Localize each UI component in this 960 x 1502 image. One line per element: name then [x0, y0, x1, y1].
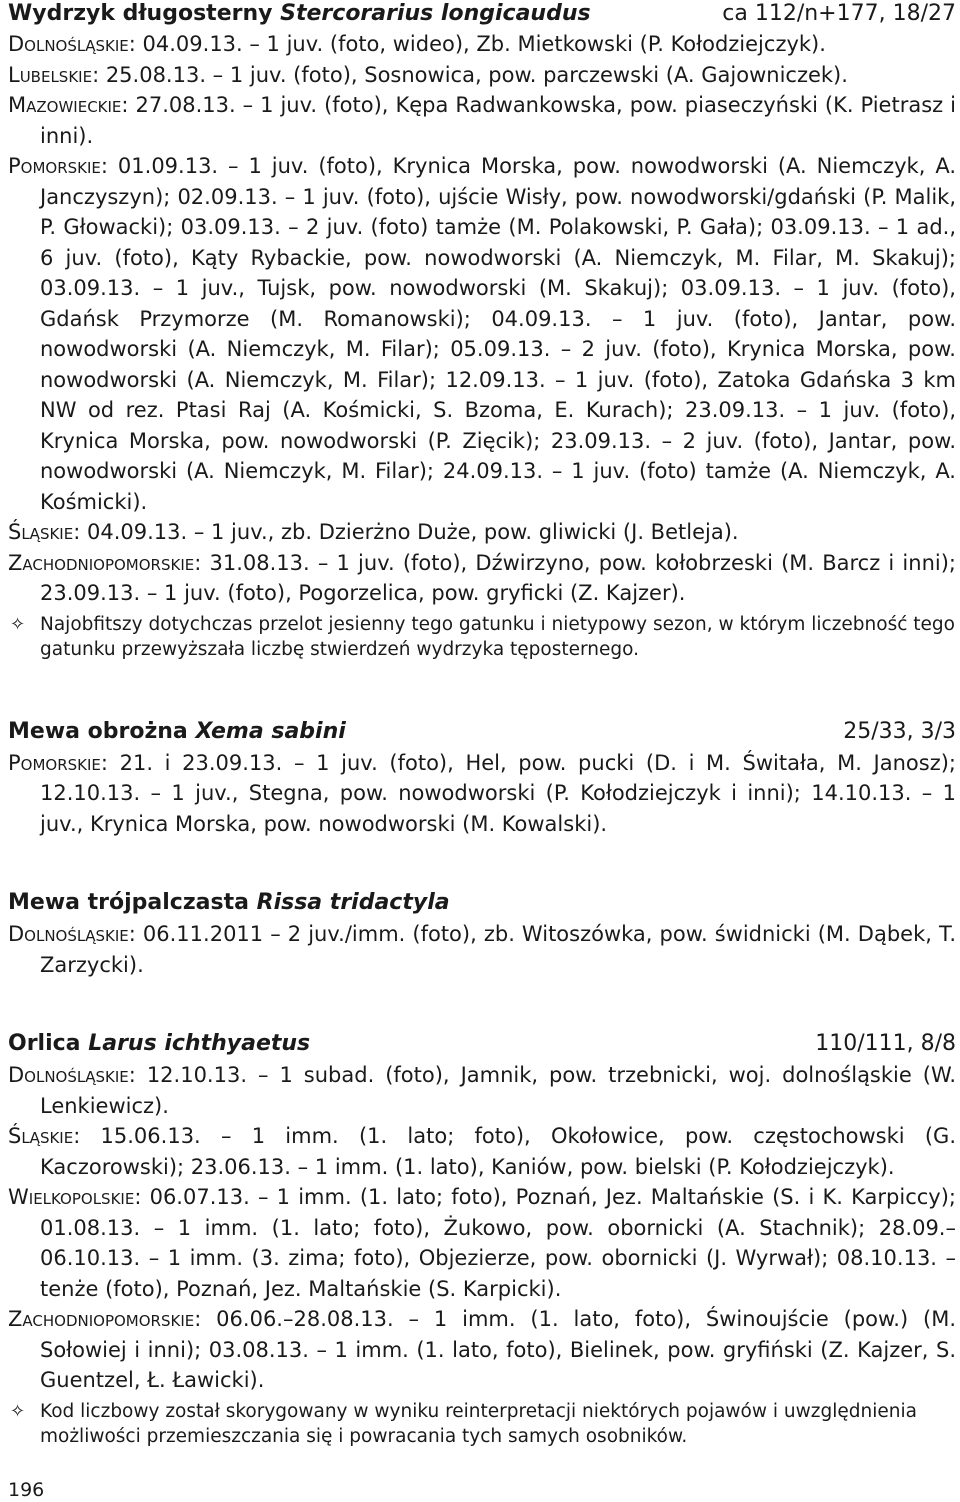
record-entry [8, 60, 956, 91]
section-spacer [8, 662, 956, 716]
note-text: Najobfitszy dotychczas przelot jesienny tego gatunku i nietypowy sezon, w którym liczebność tego gatunku przewyższała liczbę stwierdzeń wydrzyka tęposternego. [40, 613, 955, 660]
record-entry [8, 919, 956, 980]
note-block [8, 612, 956, 662]
region-label: Śląskie: [8, 1124, 81, 1148]
species-name: Mewa trójpalczasta [8, 890, 249, 915]
record-text: 04.09.13. – 1 juv. (foto, wideo), Zb. Mietkowski (P. Kołodziejczyk). [135, 32, 826, 56]
record-entry [8, 151, 956, 517]
species-heading [8, 716, 956, 748]
record-entry [8, 90, 956, 151]
species-name: Wydrzyk długosterny [8, 1, 273, 26]
species-section-long-tailed-skua [8, 0, 956, 662]
species-latin-name: Stercorarius longicaudus [280, 1, 591, 26]
section-spacer [8, 839, 956, 887]
species-stats: 25/33, 3/3 [843, 718, 956, 744]
record-entry [8, 517, 956, 548]
record-entry [8, 1182, 956, 1304]
species-latin-name: Rissa tridactyla [256, 890, 450, 915]
record-text: 04.09.13. – 1 juv., zb. Dzierżno Duże, pow. gliwicki (J. Betleja). [80, 520, 739, 544]
record-text: 27.08.13. – 1 juv. (foto), Kępa Radwankowska, pow. piaseczyński (K. Pietrasz i inni). [40, 93, 956, 148]
species-section-pallass-gull [8, 1028, 956, 1449]
record-text: 25.08.13. – 1 juv. (foto), Sosnowica, pow. parczewski (A. Gajowniczek). [99, 62, 848, 87]
region-label: Pomorskie: [8, 154, 108, 178]
record-entry [8, 548, 956, 609]
species-heading [8, 1028, 956, 1060]
record-text: 01.09.13. – 1 juv. (foto), Krynica Morska, pow. nowodworski (A. Niemczyk, A. Janczyszyn); 02.09.13. – 1 juv. (foto), ujście Wisły, pow. nowodworski/gdański (P. Malik, P. Głowacki); 03.09.13. – 2 juv. (foto) tamże (M. Polakowski, P. Gała); 03.09.13. – 1 ad., 6 juv. (foto), Kąty Rybackie, pow. nowodworski (A. Niemczyk, M. Filar, M. Skakuj); 03.09.13. – 1 juv., Tujsk, pow. nowodworski (M. Skakuj); 03.09.13. – 1 juv. (foto), Gdańsk Przymorze (M. Romanowski); 04.09.13. – 1 juv. (foto), Jantar, pow. nowodworski (A. Niemczyk, M. Filar); 05.09.13. – 2 juv. (foto), Krynica Morska, pow. nowodworski (A. Niemczyk, M. Filar); 12.09.13. – 1 juv. (foto), Zatoka Gdańska 3 km NW od rez. Ptasi Raj (A. Kośmicki, S. Bzoma, E. Kurach); 23.09.13. – 1 juv. (foto), Krynica Morska, pow. nowodworski (P. Zięcik); 23.09.13. – 2 juv. (foto), Jantar, pow. nowodworski (A. Niemczyk, M. Filar); 24.09.13. – 1 juv. (foto) tamże (A. Niemczyk, A. Kośmicki). [40, 154, 956, 514]
region-label: Lubelskie: [8, 62, 100, 87]
species-latin-name: Xema sabini [195, 718, 346, 744]
region-label: Pomorskie: [8, 750, 108, 775]
record-entry [8, 29, 956, 60]
star-icon: ✧ [10, 1400, 26, 1422]
section-spacer [8, 980, 956, 1028]
star-icon: ✧ [10, 613, 26, 635]
record-entry [8, 1304, 956, 1396]
note-block [8, 1399, 956, 1449]
species-latin-name: Larus ichthyaetus [88, 1031, 311, 1056]
species-section-sabines-gull [8, 716, 956, 840]
species-section-kittiwake [8, 887, 956, 980]
region-label: Wielkopolskie: [8, 1185, 142, 1209]
species-stats: ca 112/n+177, 18/27 [722, 1, 956, 26]
region-label: Zachodniopomorskie: [8, 550, 202, 575]
species-heading [8, 0, 956, 30]
region-label: Dolnośląskie: [8, 1063, 136, 1087]
region-label: Śląskie: [8, 520, 81, 544]
record-text: 12.10.13. – 1 subad. (foto), Jamnik, pow. trzebnicki, woj. dolnośląskie (W. Lenkiewicz). [40, 1063, 956, 1118]
record-entry [8, 748, 956, 840]
record-text: 15.06.13. – 1 imm. (1. lato; foto), Okołowice, pow. częstochowski (G. Kaczorowski); 23.06.13. – 1 imm. (1. lato), Kaniów, pow. bielski (P. Kołodziejczyk). [40, 1124, 956, 1179]
region-label: Dolnośląskie: [8, 922, 136, 946]
document-page [8, 0, 956, 1449]
record-entry [8, 1121, 956, 1182]
record-text: 06.07.13. – 1 imm. (1. lato; foto), Poznań, Jez. Maltańskie (S. i K. Karpiccy); 01.08.13. – 1 imm. (1. lato; foto), Żukowo, pow. obornicki (A. Stachnik); 28.09.–06.10.13. – 1 imm. (3. zima; foto), Objezierze, pow. obornicki (J. Wyrwał); 08.10.13. – tenże (foto), Poznań, Jez. Maltańskie (S. Karpicki). [40, 1185, 956, 1301]
region-label: Zachodniopomorskie: [8, 1307, 202, 1331]
record-text: 21. i 23.09.13. – 1 juv. (foto), Hel, pow. pucki (D. i M. Świtała, M. Janosz); 12.10.13. – 1 juv., Stegna, pow. nowodworski (P. Kołodziejczyk i inni); 14.10.13. – 1 juv., Krynica Morska, pow. nowodworski (M. Kowalski). [40, 750, 956, 836]
species-heading [8, 887, 956, 919]
species-name: Mewa obrożna [8, 718, 188, 744]
species-name: Orlica [8, 1031, 81, 1056]
species-stats: 110/111, 8/8 [815, 1031, 956, 1056]
page-number: 196 [8, 1479, 45, 1501]
record-text: 06.06.–28.08.13. – 1 imm. (1. lato, foto), Świnoujście (pow.) (M. Sołowiej i inni); 03.08.13. – 1 imm. (1. lato, foto), Bielinek, pow. gryfiński (Z. Kajzer, S. Guentzel, Ł. Ławicki). [40, 1307, 956, 1392]
region-label: Mazowieckie: [8, 93, 129, 117]
record-text: 31.08.13. – 1 juv. (foto), Dźwirzyno, pow. kołobrzeski (M. Barcz i inni); 23.09.13. – 1 juv. (foto), Pogorzelica, pow. gryficki (Z. Kajzer). [40, 550, 956, 605]
record-text: 06.11.2011 – 2 juv./imm. (foto), zb. Witoszówka, pow. świdnicki (M. Dąbek, T. Zarzycki). [40, 922, 956, 977]
region-label: Dolnośląskie: [8, 32, 136, 56]
record-entry [8, 1060, 956, 1121]
note-text: Kod liczbowy został skorygowany w wyniku reinterpretacji niektórych pojawów i uwzględnienia możliwości przemieszczania się i powracania tych samych osobników. [40, 1400, 917, 1447]
